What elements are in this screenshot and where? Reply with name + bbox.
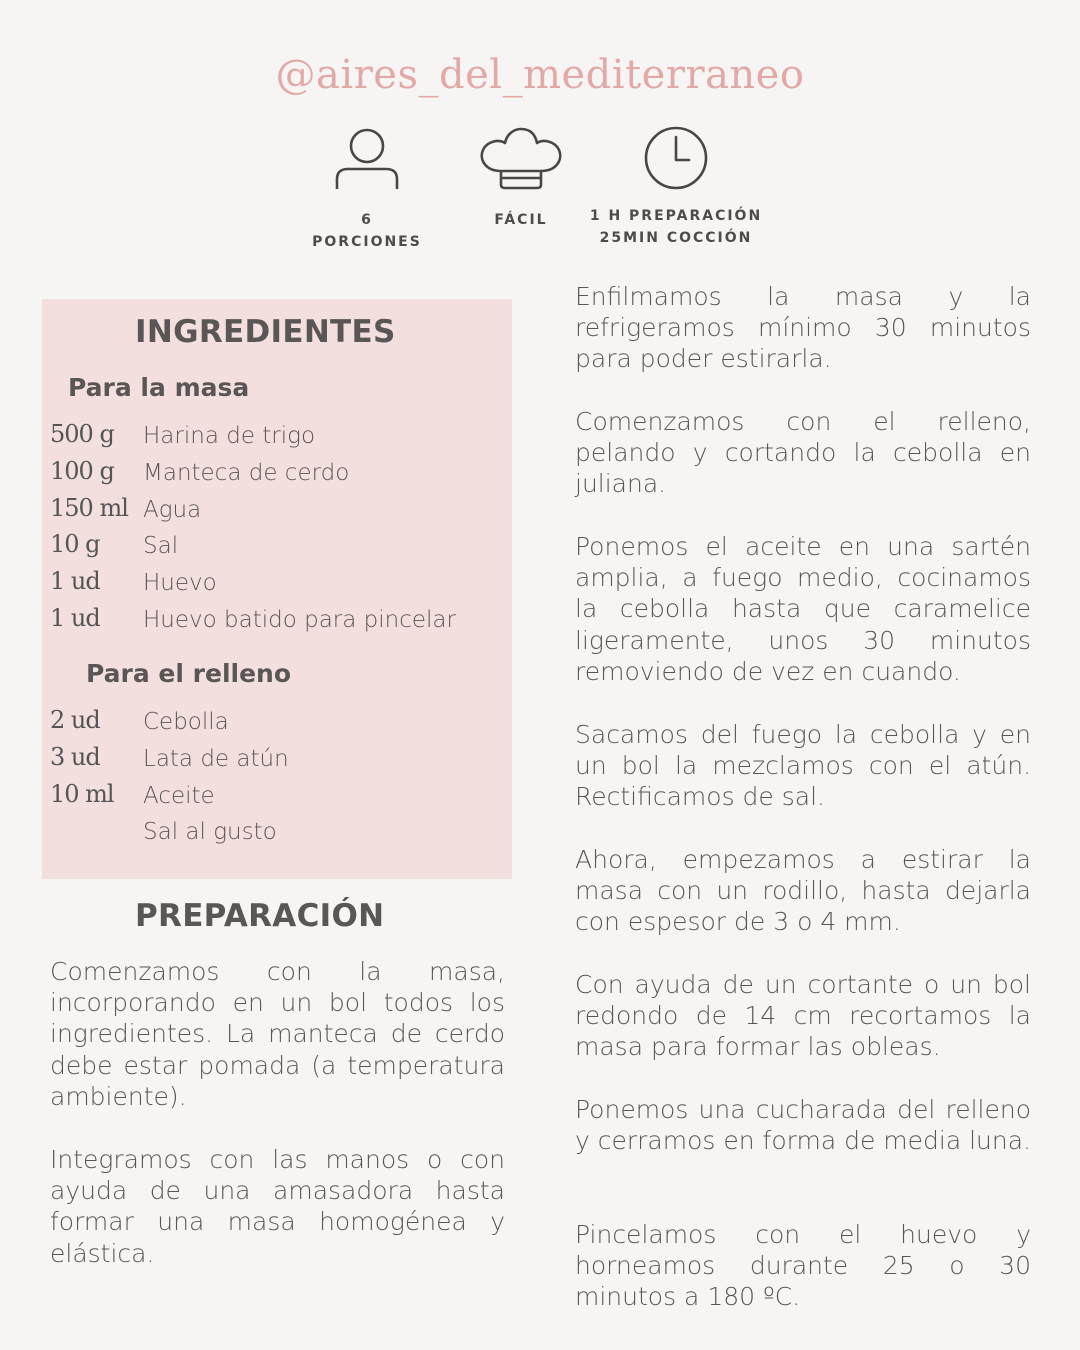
ingredient-name: Huevo batido para pincelar	[143, 607, 456, 633]
ingredient-name: Sal al gusto	[143, 819, 277, 845]
step-paragraph: Comenzamos con el relleno, pelando y cortando la cebolla en juliana.	[575, 407, 1031, 499]
ingredient-name: Cebolla	[143, 709, 229, 735]
ingredient-name: Aceite	[143, 783, 215, 809]
person-icon	[334, 125, 400, 191]
ingredient-quantity: 150 ml	[50, 494, 128, 522]
step-paragraph: Ahora, empezamos a estirar la masa con un rodillo, hasta dejarla con espesor de 3 o 4 mm.	[575, 845, 1031, 937]
ingredient-row	[50, 743, 490, 780]
ingredient-quantity: 1 ud	[50, 567, 100, 595]
ingredient-quantity: 10 g	[50, 530, 100, 558]
ingredients-title: INGREDIENTES	[135, 314, 396, 350]
step-paragraph: Integramos con las manos o con ayuda de una amasadora hasta formar una masa homogénea y elástica.	[50, 1145, 505, 1268]
ingredient-row	[50, 567, 490, 604]
prep-time: 1 H PREPARACIÓN	[589, 208, 763, 224]
servings-label: PORCIONES	[312, 234, 422, 250]
difficulty-info	[461, 125, 581, 231]
step-paragraph: Pincelamos con el huevo y horneamos durante 25 o 30 minutos a 180 ºC.	[575, 1220, 1031, 1312]
servings-count: 6	[361, 212, 373, 228]
step-paragraph: Ponemos una cucharada del relleno y cerramos en forma de media luna.	[575, 1095, 1032, 1156]
ingredient-row	[50, 816, 490, 853]
ingredient-row	[50, 420, 490, 457]
ingredient-row	[50, 530, 490, 567]
ingredient-quantity: 1 ud	[50, 604, 100, 632]
cook-time: 25MIN COCCIÓN	[599, 230, 753, 246]
clock-icon	[643, 125, 709, 191]
step-paragraph: Enfilmamos la masa y la refrigeramos mínimo 30 minutos para poder estirarla.	[575, 282, 1031, 374]
servings-info	[307, 125, 427, 253]
difficulty-label: FÁCIL	[494, 212, 548, 228]
ingredient-name: Sal	[143, 533, 179, 559]
ingredient-row	[50, 494, 490, 531]
time-info	[586, 125, 766, 249]
ingredient-name: Manteca de cerdo	[143, 460, 350, 486]
chef-hat-icon	[479, 125, 563, 191]
ingredient-row	[50, 604, 490, 641]
ingredient-name: Huevo	[143, 570, 217, 596]
ingredient-quantity: 100 g	[50, 457, 114, 485]
filling-section-title: Para el relleno	[86, 659, 292, 688]
ingredient-quantity: 10 ml	[50, 780, 114, 808]
preparation-title: PREPARACIÓN	[135, 898, 385, 934]
ingredient-row	[50, 706, 490, 743]
step-paragraph: Comenzamos con la masa, incorporando en un bol todos los ingredientes. La manteca de cerdo debe estar pomada (a temperatura ambiente).	[50, 957, 505, 1111]
step-paragraph: Con ayuda de un cortante o un bol redondo de 14 cm recortamos la masa para formar las obleas.	[575, 970, 1031, 1062]
ingredient-name: Agua	[143, 497, 202, 523]
account-handle: @aires_del_mediterraneo	[275, 52, 805, 98]
step-paragraph: Ponemos el aceite en una sartén amplia, a fuego medio, cocinamos la cebolla hasta que caramelice ligeramente, unos 30 minutos removiendo de vez en cuando.	[575, 532, 1031, 686]
ingredient-name: Harina de trigo	[143, 423, 316, 449]
step-paragraph: Sacamos del fuego la cebolla y en un bol la mezclamos con el atún. Rectificamos de sal.	[575, 720, 1031, 812]
ingredient-name: Lata de atún	[143, 746, 289, 772]
ingredient-row	[50, 780, 490, 817]
ingredient-row	[50, 457, 490, 494]
ingredient-quantity: 2 ud	[50, 706, 100, 734]
ingredient-quantity: 3 ud	[50, 743, 100, 771]
dough-section-title: Para la masa	[68, 373, 250, 402]
ingredient-quantity: 500 g	[50, 420, 114, 448]
